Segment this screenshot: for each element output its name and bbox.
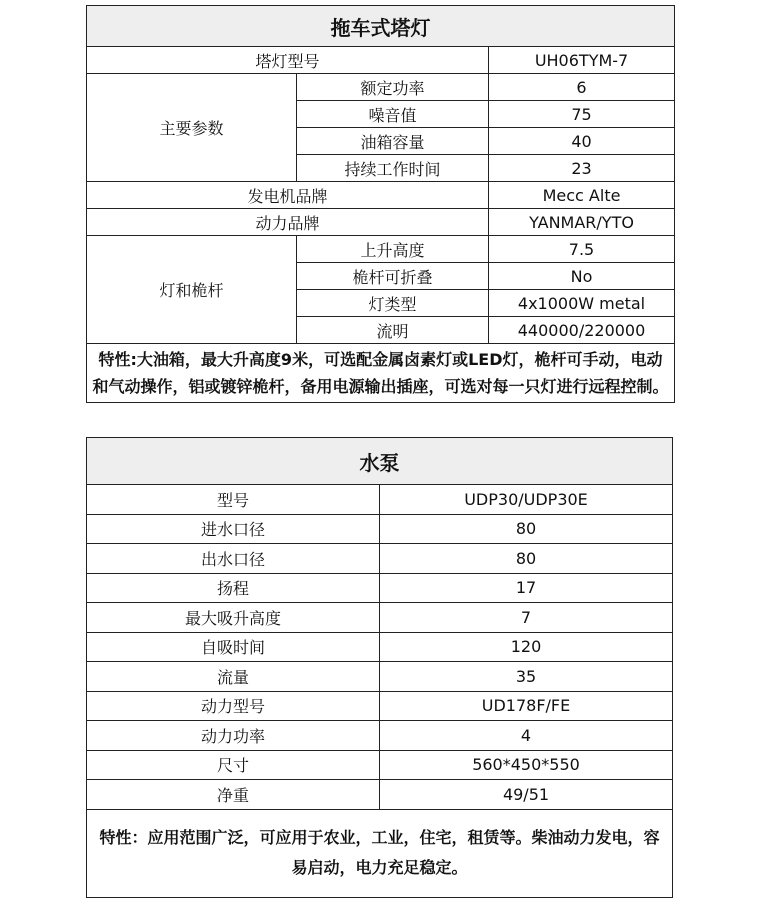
pump-label: 扬程	[87, 573, 380, 603]
pump-value: UDP30/UDP30E	[380, 485, 673, 515]
water-pump-title: 水泵	[87, 438, 673, 485]
pump-value: 35	[380, 662, 673, 692]
lamp-value: No	[489, 263, 675, 290]
lamp-value: 4x1000W metal	[489, 290, 675, 317]
water-pump-table	[86, 437, 673, 898]
pump-value: 80	[380, 544, 673, 574]
power-brand-label: 动力品牌	[87, 209, 489, 236]
pump-label: 最大吸升高度	[87, 603, 380, 633]
pump-value: 17	[380, 573, 673, 603]
pump-label: 净重	[87, 780, 380, 810]
model-label: 塔灯型号	[87, 47, 489, 74]
generator-brand-value: Mecc Alte	[489, 182, 675, 209]
water-pump-features: 特性：应用范围广泛，可应用于农业，工业，住宅，租赁等。柴油动力发电，容易启动，电力充足稳定。	[87, 809, 673, 897]
pump-label: 出水口径	[87, 544, 380, 574]
lamp-label: 流明	[297, 317, 489, 344]
pump-label: 动力型号	[87, 691, 380, 721]
param-label: 持续工作时间	[297, 155, 489, 182]
param-value: 23	[489, 155, 675, 182]
param-value: 40	[489, 128, 675, 155]
pump-value: UD178F/FE	[380, 691, 673, 721]
pump-value: 80	[380, 514, 673, 544]
lamp-label: 灯类型	[297, 290, 489, 317]
pump-label: 流量	[87, 662, 380, 692]
main-params-label: 主要参数	[87, 74, 297, 182]
lamp-mast-label: 灯和桅杆	[87, 236, 297, 344]
param-label: 油箱容量	[297, 128, 489, 155]
model-value: UH06TYM-7	[489, 47, 675, 74]
tower-light-features: 特性:大油箱，最大升高度9米，可选配金属卤素灯或LED灯，桅杆可手动，电动和气动操作，铝或镀锌桅杆，备用电源输出插座，可选对每一只灯进行远程控制。	[87, 344, 675, 403]
pump-label: 进水口径	[87, 514, 380, 544]
pump-label: 自吸时间	[87, 632, 380, 662]
lamp-label: 上升高度	[297, 236, 489, 263]
pump-value: 120	[380, 632, 673, 662]
pump-label: 尺寸	[87, 750, 380, 780]
param-value: 6	[489, 74, 675, 101]
power-brand-value: YANMAR/YTO	[489, 209, 675, 236]
generator-brand-label: 发电机品牌	[87, 182, 489, 209]
param-label: 额定功率	[297, 74, 489, 101]
lamp-value: 7.5	[489, 236, 675, 263]
pump-label: 型号	[87, 485, 380, 515]
pump-value: 4	[380, 721, 673, 751]
param-value: 75	[489, 101, 675, 128]
param-label: 噪音值	[297, 101, 489, 128]
tower-light-title: 拖车式塔灯	[87, 6, 675, 47]
pump-value: 7	[380, 603, 673, 633]
tower-light-table	[86, 5, 675, 403]
pump-label: 动力功率	[87, 721, 380, 751]
lamp-value: 440000/220000	[489, 317, 675, 344]
pump-value: 560*450*550	[380, 750, 673, 780]
pump-value: 49/51	[380, 780, 673, 810]
lamp-label: 桅杆可折叠	[297, 263, 489, 290]
